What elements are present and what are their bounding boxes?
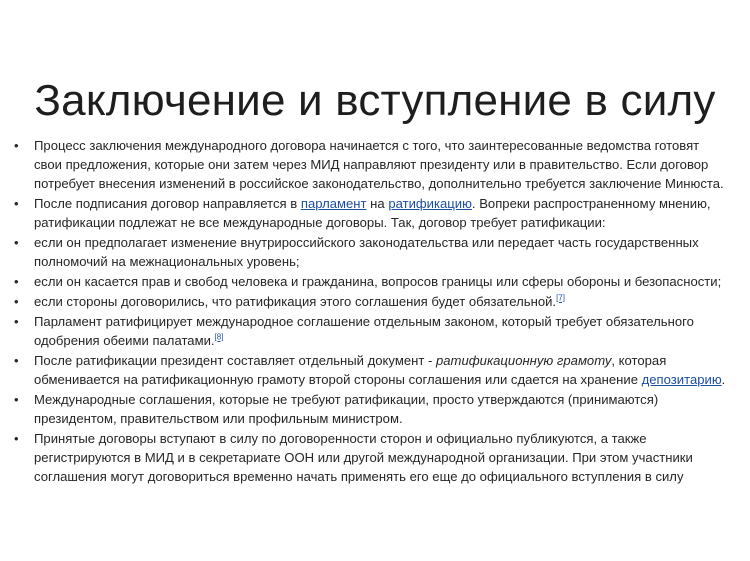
item-line xyxy=(34,194,744,213)
item-line xyxy=(34,370,744,389)
bullet-icon: • xyxy=(14,235,19,251)
item-line xyxy=(34,331,744,350)
item-text: на xyxy=(366,196,389,212)
item-text: если стороны договорились, что ратификация этого соглашения будет обязательной. xyxy=(34,294,557,309)
bullet-list xyxy=(14,136,744,487)
list-item xyxy=(14,312,744,350)
list-item xyxy=(14,194,744,232)
item-line: потребует внесения изменений в российское законодательство, дополнительно требуется заключение Минюста. xyxy=(34,176,724,192)
bullet-icon: • xyxy=(14,274,19,290)
item-line xyxy=(34,292,744,311)
item-line: полномочий на межнациональных уровень; xyxy=(34,254,300,270)
bullet-icon: • xyxy=(14,313,19,329)
item-line: ратификации подлежат не все международные договоры. Так, договор требует ратификации: xyxy=(34,215,606,231)
item-line: Процесс заключения международного договора начинается с того, что заинтересованные ведомства готовят xyxy=(34,138,700,153)
ratification-link[interactable]: ратификацию xyxy=(388,196,472,212)
parliament-link[interactable]: парламент xyxy=(300,196,367,212)
item-line: Принятые договоры вступают в силу по договоренности сторон и официально публикуются, а также xyxy=(34,430,647,446)
bullet-icon: • xyxy=(14,430,19,446)
list-item xyxy=(14,136,744,194)
item-text: . Вопреки распространенному мнению, xyxy=(471,196,711,212)
list-item xyxy=(14,272,744,291)
item-text: одобрения обеими палатами. xyxy=(34,333,215,348)
bullet-icon: • xyxy=(14,196,19,212)
list-item xyxy=(14,429,744,487)
bullet-icon: • xyxy=(14,391,19,407)
item-line: если он предполагает изменение внутрироссийского законодательства или передает часть государственных xyxy=(34,235,699,251)
item-text: обменивается на ратификационную грамоту второй стороны соглашения или сдается на хранение xyxy=(34,372,642,387)
bullet-icon: • xyxy=(14,138,19,153)
item-emphasis: ратификационную грамоту xyxy=(435,352,612,368)
item-text: После подписания договор направляется в xyxy=(34,196,301,212)
item-line: президентом, правительством или профильным министром. xyxy=(34,411,403,426)
bullet-icon: • xyxy=(14,352,19,368)
item-line xyxy=(34,351,744,370)
footnote-ref-7[interactable]: [7] xyxy=(556,293,565,303)
list-item xyxy=(14,351,744,389)
bullet-icon: • xyxy=(14,294,19,309)
item-line: если он касается прав и свобод человека и гражданина, вопросов границы или сферы обороны и безопасности; xyxy=(34,274,722,290)
footnote-ref-8[interactable]: [8] xyxy=(214,332,224,342)
item-text: . xyxy=(721,372,726,387)
list-item xyxy=(14,390,744,428)
item-line: соглашения могут договориться временно начать применять его еще до официального вступления в силу xyxy=(34,469,684,485)
list-item xyxy=(14,292,744,311)
item-text: После ратификации президент составляет отдельный документ - xyxy=(34,352,436,368)
slide-title: Заключение и вступление в силу xyxy=(34,76,716,126)
item-text: , которая xyxy=(611,352,667,368)
depositary-link[interactable]: депозитарию xyxy=(641,372,722,387)
item-line: Парламент ратифицирует международное соглашение отдельным законом, который требует обязательного xyxy=(34,313,694,329)
item-line: регистрируются в МИД и в секретариате ООН или другой международной организации. При этом участники xyxy=(34,450,693,465)
item-line: Международные соглашения, которые не требуют ратификации, просто утверждаются (принимаются) xyxy=(34,391,659,407)
list-item xyxy=(14,233,744,271)
item-line: свои предложения, которые они затем через МИД направляют президенту или в правительство. Если договор xyxy=(34,157,709,173)
